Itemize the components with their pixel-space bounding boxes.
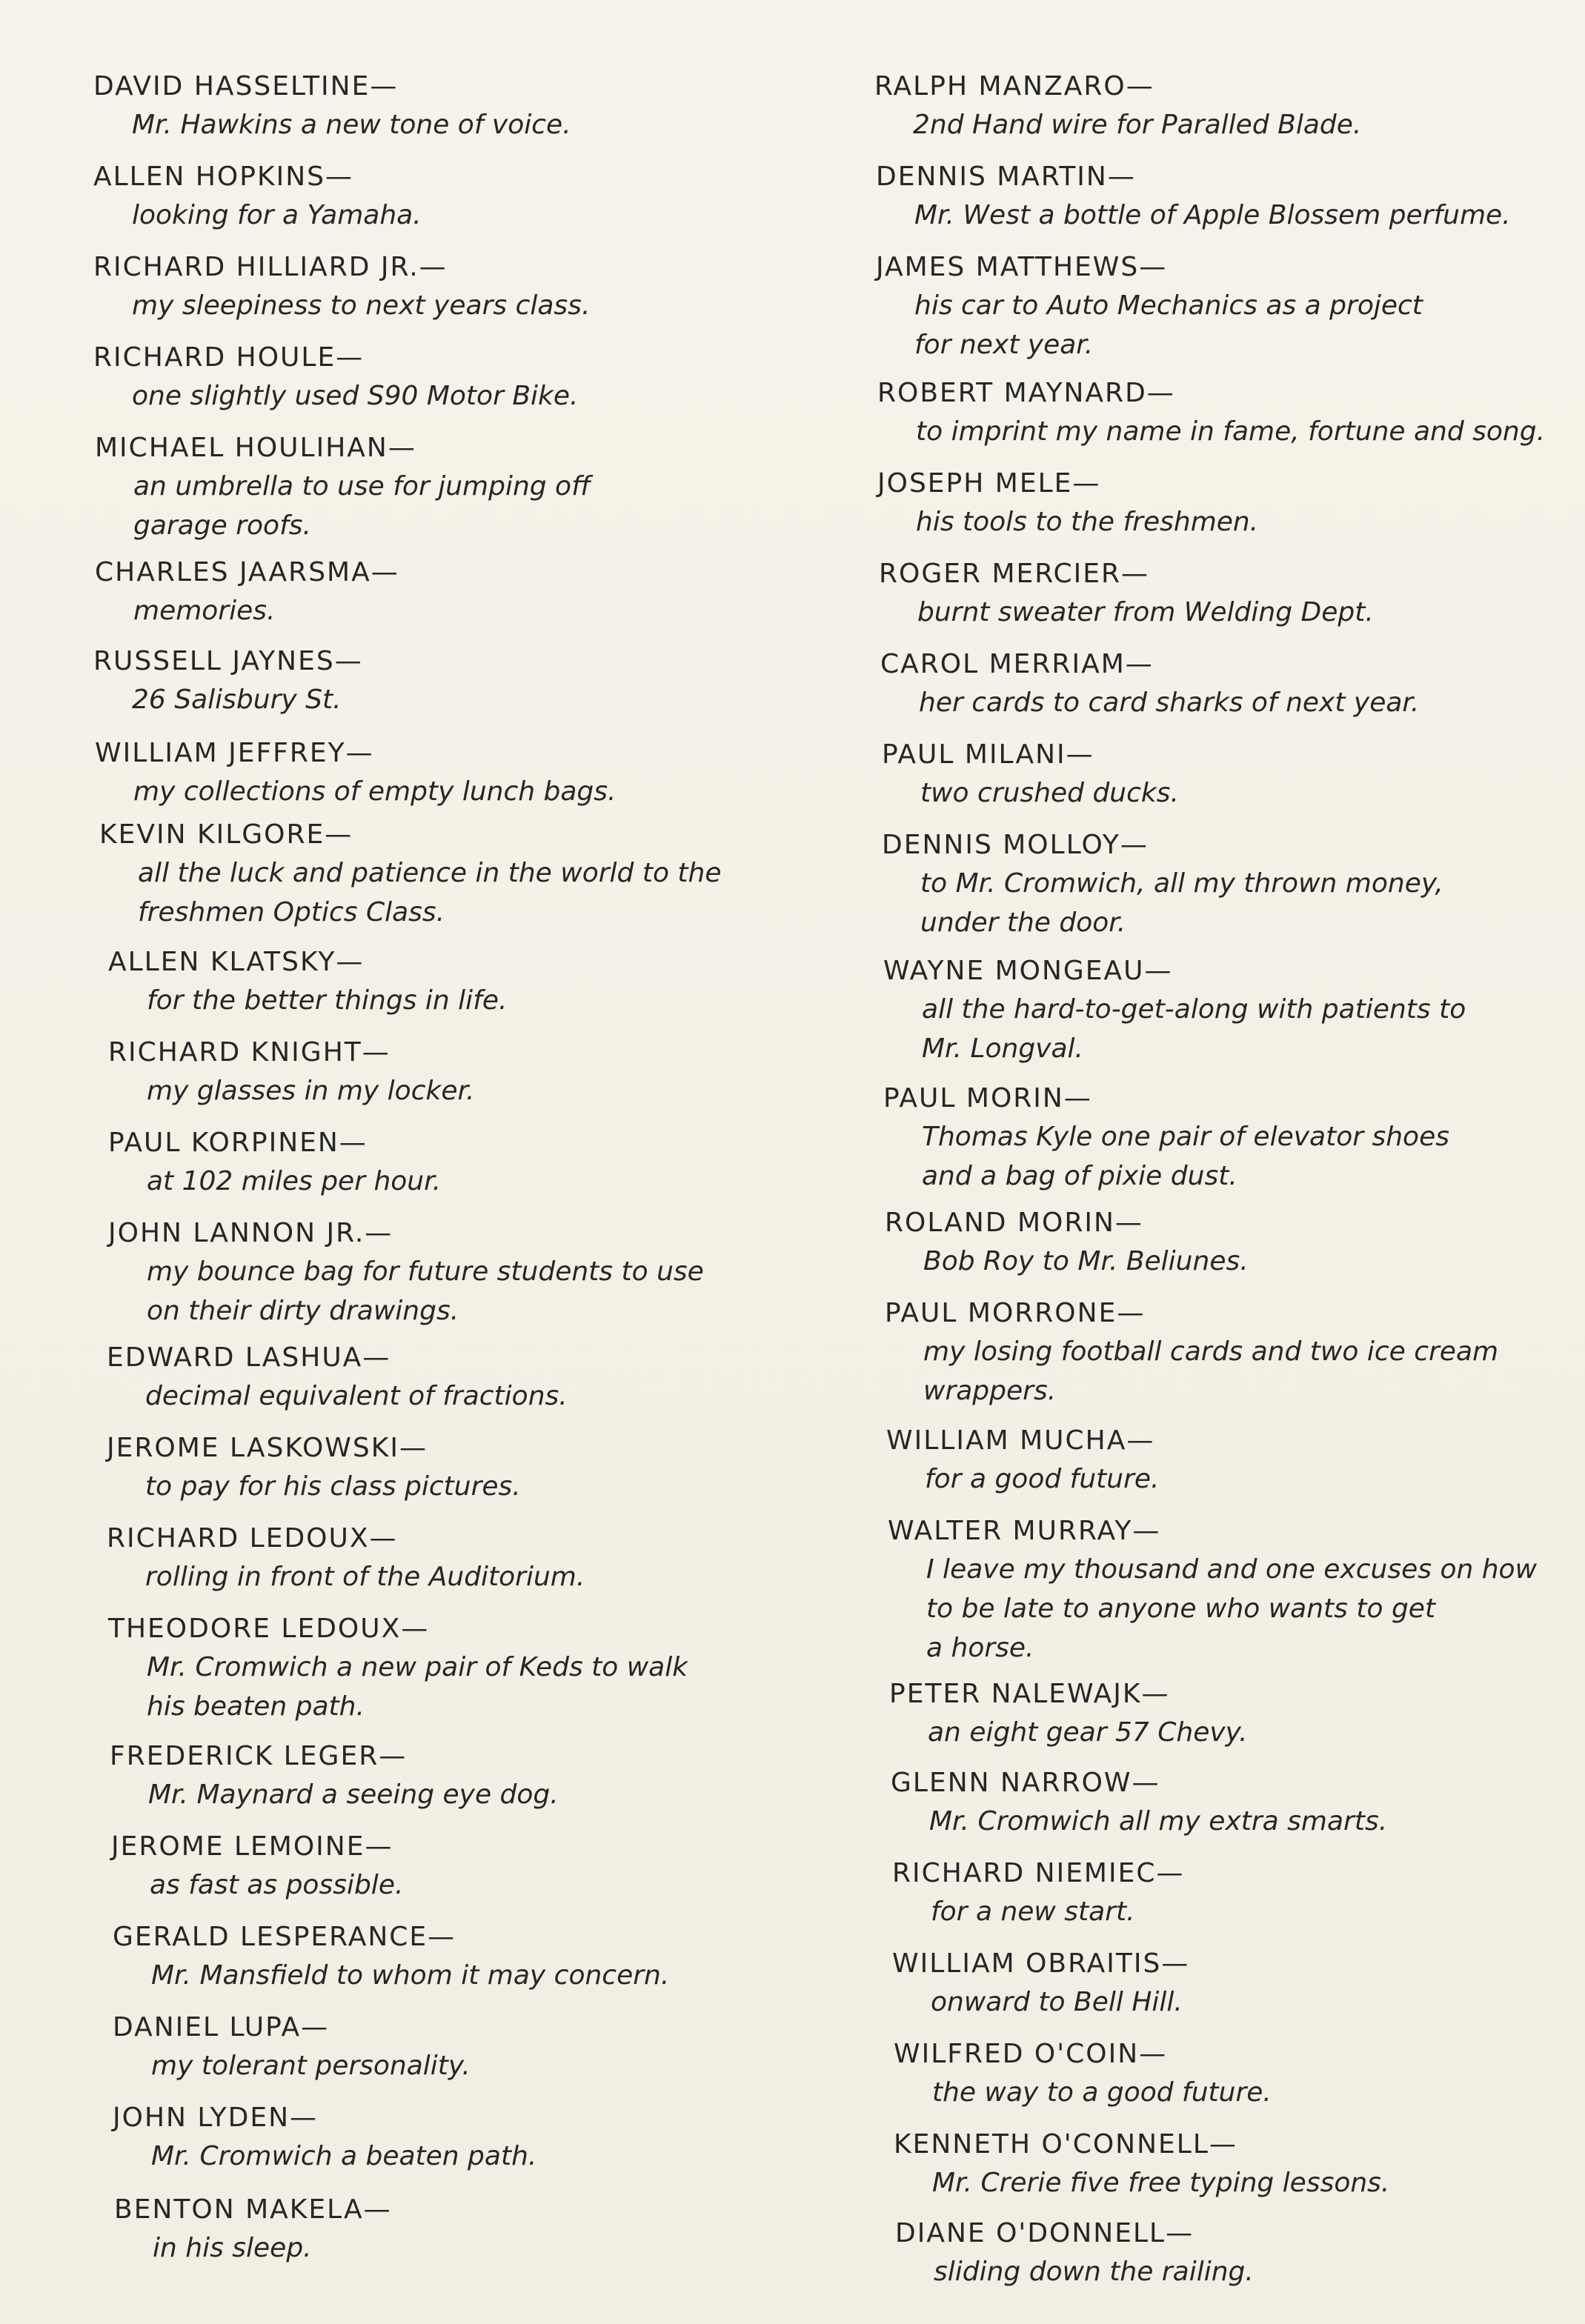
bequest-text: all the hard-to-get-along with patients to Mr. Longval. <box>922 994 1466 1064</box>
bequest-text: 2nd Hand wire for Paralled Blade. <box>913 110 1362 140</box>
bequest-text: Mr. Maynard a seeing eye dog. <box>148 1779 559 1810</box>
student-name: DENNIS MOLLOY— <box>882 830 1149 860</box>
left-entry <box>93 249 805 325</box>
bequest-text: to imprint my name in fame, fortune and song. <box>916 416 1546 447</box>
right-entry <box>882 827 1585 942</box>
student-name: KENNETH O'CONNELL— <box>894 2129 1237 2160</box>
student-name: RICHARD KNIGHT— <box>108 1037 391 1068</box>
left-entry <box>93 339 805 416</box>
bequest-text: her cards to card sharks of next year. <box>919 687 1420 718</box>
student-name: EDWARD LASHUA— <box>107 1342 391 1373</box>
student-name: JOHN LYDEN— <box>113 2102 319 2133</box>
student-name: KEVIN KILGORE— <box>99 819 353 850</box>
bequest-text: Mr. Cromwich a new pair of Keds to walk his beaten path. <box>147 1652 688 1722</box>
left-entry <box>113 1919 824 1995</box>
student-name: JAMES MATTHEWS— <box>876 252 1168 282</box>
left-entry <box>108 1125 820 1201</box>
student-name: PAUL MORRONE— <box>885 1298 1146 1328</box>
bequest-text: in his sleep. <box>153 2233 312 2263</box>
bequest-text: to Mr. Cromwich, all my thrown money, under the door. <box>920 868 1443 938</box>
bequest-text: Thomas Kyle one pair of elevator shoes and a bag of pixie dust. <box>922 1122 1449 1191</box>
bequest-text: Mr. Crerie five free typing lessons. <box>932 2168 1390 2198</box>
left-entry <box>113 2100 824 2176</box>
right-entry <box>891 1765 1585 1841</box>
student-name: RICHARD HILLIARD JR.— <box>93 252 448 282</box>
right-entry <box>876 249 1585 364</box>
bequest-text: for a new start. <box>931 1897 1135 1927</box>
student-name: RALPH MANZARO— <box>874 71 1154 101</box>
student-name: WAYNE MONGEAU— <box>883 956 1173 986</box>
left-entry <box>93 643 805 719</box>
student-name: WILLIAM JEFFREY— <box>95 738 374 768</box>
bequest-text: at 102 miles per hour. <box>147 1166 442 1196</box>
student-name: GLENN NARROW— <box>891 1768 1160 1798</box>
student-name: GERALD LESPERANCE— <box>113 1922 456 1952</box>
bequest-text: two crushed ducks. <box>920 778 1179 808</box>
left-entry <box>99 816 811 932</box>
student-name: ROGER MERCIER— <box>879 559 1149 589</box>
bequest-text: my collections of empty lunch bags. <box>133 776 617 807</box>
bequest-text: sliding down the railing. <box>934 2257 1254 2287</box>
left-entry <box>111 1828 823 1905</box>
bequest-text: memories. <box>133 596 276 626</box>
right-entry <box>879 556 1585 632</box>
student-name: RUSSELL JAYNES— <box>93 646 363 676</box>
right-entry <box>894 2126 1585 2203</box>
bequest-text: my tolerant personality. <box>151 2051 471 2081</box>
bequest-text: to pay for his class pictures. <box>145 1471 521 1502</box>
right-entry <box>888 1513 1585 1668</box>
left-entry <box>95 430 806 545</box>
bequest-text: my sleepiness to next years class. <box>132 290 591 321</box>
bequest-text: as fast as possible. <box>150 1870 404 1900</box>
left-entry <box>113 2009 824 2085</box>
right-entry <box>877 375 1585 451</box>
left-entry <box>107 1520 818 1596</box>
bequest-text: one slightly used S90 Motor Bike. <box>132 381 579 411</box>
bequest-text: my losing football cards and two ice cream wrappers. <box>923 1336 1499 1406</box>
student-name: WILFRED O'COIN— <box>894 2039 1168 2069</box>
student-name: ROLAND MORIN— <box>885 1208 1143 1238</box>
left-entry <box>93 159 805 235</box>
bequest-text: decimal equivalent of fractions. <box>145 1381 568 1411</box>
right-entry <box>885 1205 1585 1281</box>
bequest-text: I leave my thousand and one excuses on how to be late to anyone who wants to get a horse. <box>926 1554 1538 1663</box>
left-entry <box>95 554 806 630</box>
right-entry <box>894 2036 1585 2112</box>
left-entry <box>108 1034 820 1111</box>
right-entry <box>874 68 1585 144</box>
bequest-text: Mr. Cromwich a beaten path. <box>151 2141 537 2171</box>
student-name: DAVID HASSELTINE— <box>93 71 399 101</box>
bequest-text: rolling in front of the Auditorium. <box>145 1562 585 1592</box>
bequest-text: my bounce bag for future students to use on their dirty drawings. <box>147 1256 704 1326</box>
bequest-text: Mr. Hawkins a new tone of voice. <box>132 110 571 140</box>
student-name: WILLIAM OBRAITIS— <box>892 1948 1190 1979</box>
left-entry <box>108 1215 820 1331</box>
right-entry <box>877 465 1585 542</box>
student-name: ALLEN HOPKINS— <box>93 162 353 192</box>
student-name: WILLIAM MUCHA— <box>886 1425 1155 1456</box>
right-entry <box>883 953 1585 1068</box>
left-entry <box>108 1611 820 1726</box>
left-entry <box>93 68 805 144</box>
student-name: CAROL MERRIAM— <box>880 649 1154 679</box>
student-name: BENTON MAKELA— <box>114 2194 392 2225</box>
student-name: FREDERICK LEGER— <box>110 1741 408 1771</box>
right-entry <box>882 736 1585 813</box>
bequest-text: his car to Auto Mechanics as a project for next year. <box>914 290 1423 360</box>
left-entry <box>114 2191 825 2268</box>
student-name: DANIEL LUPA— <box>113 2012 330 2042</box>
student-name: JOHN LANNON JR.— <box>108 1218 393 1248</box>
bequest-text: an eight gear 57 Chevy. <box>928 1717 1248 1748</box>
student-name: THEODORE LEDOUX— <box>108 1614 430 1644</box>
student-name: JEROME LEMOINE— <box>111 1831 393 1862</box>
right-entry <box>876 159 1585 235</box>
student-name: RICHARD HOULE— <box>93 342 365 373</box>
student-name: PETER NALEWAJK— <box>889 1679 1170 1709</box>
right-entry <box>886 1422 1585 1499</box>
bequest-text: my glasses in my locker. <box>147 1076 475 1106</box>
bequest-text: all the luck and patience in the world to the freshmen Optics Class. <box>138 858 722 928</box>
right-entry <box>883 1080 1585 1196</box>
right-entry <box>880 646 1585 722</box>
bequest-text: Mr. Cromwich all my extra smarts. <box>929 1806 1388 1837</box>
bequest-text: looking for a Yamaha. <box>132 200 422 230</box>
student-name: JEROME LASKOWSKI— <box>107 1433 428 1463</box>
student-name: MICHAEL HOULIHAN— <box>95 433 416 463</box>
right-entry <box>889 1676 1585 1752</box>
left-entry <box>107 1339 818 1416</box>
bequest-text: his tools to the freshmen. <box>916 507 1259 537</box>
student-name: RICHARD LEDOUX— <box>107 1523 398 1554</box>
bequest-text: Mr. Mansfield to whom it may concern. <box>151 1960 670 1991</box>
bequest-text: 26 Salisbury St. <box>132 685 342 715</box>
bequest-text: the way to a good future. <box>932 2077 1272 2108</box>
bequest-text: an umbrella to use for jumping off garage roofs. <box>133 471 591 541</box>
bequest-text: burnt sweater from Welding Dept. <box>917 597 1374 627</box>
student-name: JOSEPH MELE— <box>877 468 1101 499</box>
student-name: ROBERT MAYNARD— <box>877 378 1175 408</box>
student-name: WALTER MURRAY— <box>888 1516 1161 1546</box>
left-entry <box>95 735 806 811</box>
bequest-text: Mr. West a bottle of Apple Blossem perfume. <box>914 200 1511 230</box>
right-entry <box>885 1295 1585 1411</box>
left-entry <box>108 944 820 1020</box>
bequest-text: onward to Bell Hill. <box>931 1987 1183 2017</box>
right-entry <box>895 2215 1585 2291</box>
right-entry <box>892 1945 1585 2022</box>
student-name: DENNIS MARTIN— <box>876 162 1136 192</box>
bequest-text: Bob Roy to Mr. Beliunes. <box>923 1246 1249 1276</box>
student-name: DIANE O'DONNELL— <box>895 2218 1194 2248</box>
student-name: ALLEN KLATSKY— <box>108 947 365 977</box>
left-entry <box>107 1430 818 1506</box>
student-name: CHARLES JAARSMA— <box>95 557 399 587</box>
right-entry <box>892 1855 1585 1931</box>
student-name: PAUL MORIN— <box>883 1083 1092 1113</box>
student-name: PAUL KORPINEN— <box>108 1128 368 1158</box>
bequest-text: for a good future. <box>925 1464 1160 1494</box>
bequest-text: for the better things in life. <box>147 985 508 1016</box>
student-name: PAUL MILANI— <box>882 739 1094 770</box>
left-entry <box>110 1738 821 1814</box>
student-name: RICHARD NIEMIEC— <box>892 1858 1185 1888</box>
